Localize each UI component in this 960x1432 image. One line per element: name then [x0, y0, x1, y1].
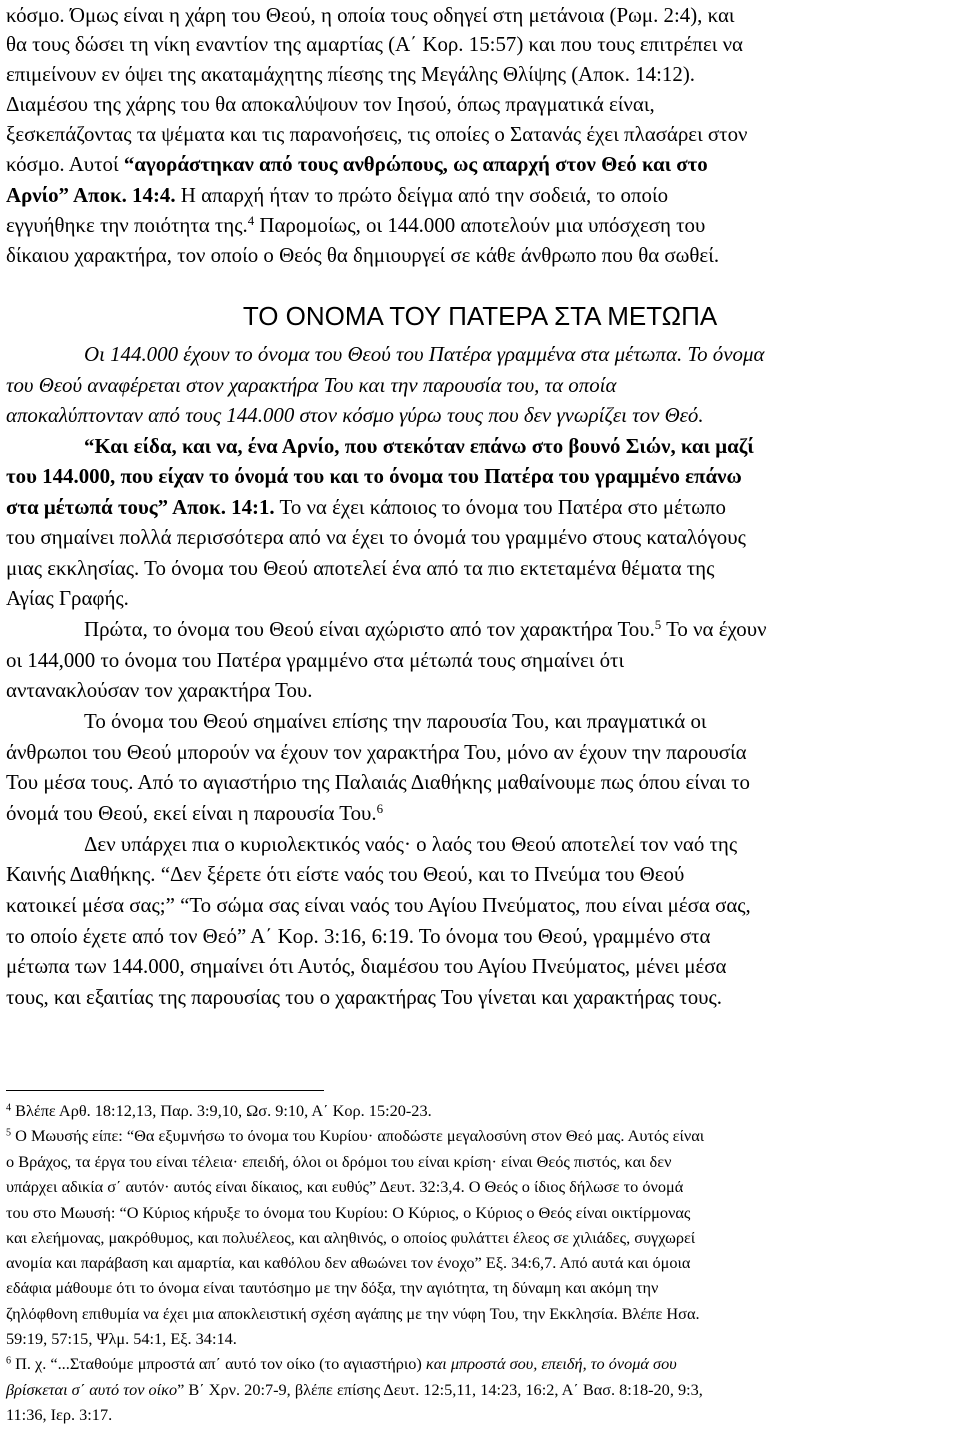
- footnote-line: 11:36, Ιερ. 3:17.: [6, 1405, 113, 1424]
- text-line: κόσμο. Αυτοί “αγοράστηκαν από τους ανθρώπους, ως απαρχή στον Θεό και στο: [6, 152, 708, 176]
- text-line: Δεν υπάρχει πια ο κυριολεκτικός ναός· ο λαός του Θεού αποτελεί τον ναό της: [84, 832, 738, 856]
- footnote-ref[interactable]: 5: [654, 616, 662, 632]
- text-line: όνομά του Θεού, εκεί είναι η παρουσία Του.$^6$: [6, 800, 384, 825]
- text-line: θα τους δώσει τη νίκη εναντίον της αμαρτίας (Α΄ Κορ. 15:57) και που τους επιτρέπει να: [6, 32, 743, 56]
- footnote-ref[interactable]: 6: [376, 800, 384, 816]
- text-line: εγγυήθηκε την ποιότητα της.$^4$ Παρομοίως, οι 144.000 αποτελούν μια υπόσχεση του: [6, 212, 706, 237]
- text-line: μιας εκκλησίας. Το όνομα του Θεού αποτελεί ένα από τα πιο εκτεταμένα θέματα της: [6, 556, 715, 580]
- text-line: του σημαίνει πολλά περισσότερα από να έχει το όνομά του γραμμένο στους καταλόγους: [6, 525, 746, 549]
- text-line: οι 144,000 το όνομα του Πατέρα γραμμένο στα μέτωπά τους σημαίνει ότι: [6, 648, 625, 672]
- text-line: Οι 144.000 έχουν το όνομα του Θεού του Πατέρα γραμμένα στα μέτωπα. Το όνομα: [84, 342, 765, 366]
- text-line: δίκαιου χαρακτήρα, τον οποίο ο Θεός θα δημιουργεί σε κάθε άνθρωπο που θα σωθεί.: [6, 243, 720, 267]
- text-line: αντανακλούσαν τον χαρακτήρα Του.: [6, 678, 313, 702]
- text-line: τους, και εξαιτίας της παρουσίας του ο χαρακτήρας Του γίνεται και χαρακτήρας τους.: [6, 985, 722, 1009]
- footnote-line: υπάρχει αδικία σ΄ αυτόν· αυτός είναι δίκαιος, και ευθύς” Δευτ. 32:3,4. Ο Θεός ο ίδιος δήλωσε το όνομά: [6, 1177, 684, 1196]
- footnote-4: $^4$ Βλέπε Αρθ. 18:12,13, Παρ. 3:9,10, Ωσ. 9:10, Α΄ Κορ. 15:20-23.: [6, 1101, 432, 1120]
- text-line: Αγίας Γραφής.: [6, 586, 129, 610]
- text-line: “Και είδα, και να, ένα Αρνίο, που στεκόταν επάνω στο βουνό Σιών, και μαζί: [84, 434, 754, 458]
- footnote-divider: [6, 1090, 324, 1091]
- text-line: Διαμέσου της χάρης του θα αποκαλύψουν τον Ιησού, όπως πραγματικά είναι,: [6, 92, 655, 116]
- footnote-line: ζηλόφθονη επιθυμία να έχει μια αποκλειστική σχέση αγάπης με την νύφη Του, την Εκκλησία. Βλέπε Ησα.: [6, 1304, 700, 1323]
- footnote-6: $^6$ Π. χ. “...Σταθούμε μπροστά απ΄ αυτό τον οίκο (το αγιαστήριο) και μπροστά σου, επειδή, το όνομά σου: [6, 1354, 677, 1373]
- footnote-5: $^5$ Ο Μωυσής είπε: “Θα εξυμνήσω το όνομα του Κυρίου· αποδώστε μεγαλοσύνη στον Θεό μας. Αυτός είναι: [6, 1126, 705, 1145]
- text-line: Το όνομα του Θεού σημαίνει επίσης την παρουσία Του, και πραγματικά οι: [84, 709, 707, 733]
- footnote-line: του στο Μωυσή: “Ο Κύριος κήρυξε το όνομα του Κυρίου: Ο Κύριος, ο Κύριος ο Θεός είναι οικτίρμονας: [6, 1203, 691, 1222]
- text-line: κατοικεί μέσα σας;” “Το σώμα σας είναι ναός του Αγίου Πνεύματος, που είναι μέσα σας,: [6, 893, 751, 917]
- text-line: ξεσκεπάζοντας τα ψέματα και τις παρανοήσεις, τις οποίες ο Σατανάς έχει πλασάρει στον: [6, 122, 748, 146]
- footnote-line: βρίσκεται σ΄ αυτό τον οίκο” Β΄ Χρν. 20:7-9, βλέπε επίσης Δευτ. 12:5,11, 14:23, 16:2, Α΄ Βασ. 8:18-20, 9:3,: [6, 1380, 703, 1399]
- text-line: Του μέσα τους. Από το αγιαστήριο της Παλαιάς Διαθήκης μαθαίνουμε πως όπου είναι το: [6, 770, 751, 794]
- footnote-line: ο Βράχος, τα έργα του είναι τέλεια· επειδή, όλοι οι δρόμοι του είναι κρίση· είναι Θεός πιστός, και δεν: [6, 1152, 672, 1171]
- text-line: Πρώτα, το όνομα του Θεού είναι αχώριστο από τον χαρακτήρα Του.$^5$ Το να έχουν: [84, 616, 767, 641]
- text-line: επιμείνουν εν όψει της ακαταμάχητης πίεσης της Μεγάλης Θλίψης (Αποκ. 14:12).: [6, 62, 695, 86]
- footnote-line: 59:19, 57:15, Ψλμ. 54:1, Εξ. 34:14.: [6, 1329, 237, 1348]
- footnote-ref[interactable]: 4: [247, 212, 255, 228]
- footnote-line: και ελεήμονας, μακρόθυμος, και πολυέλεος, και αληθινός, ο οποίος φυλάττει έλεος σε χιλιάδες, συγχωρεί: [6, 1228, 696, 1247]
- text-line: άνθρωποι του Θεού μπορούν να έχουν τον χαρακτήρα Του, μόνο αν έχουν την παρουσία: [6, 740, 747, 764]
- text-line: του 144.000, που είχαν το όνομά του και το όνομα του Πατέρα του γραμμένο επάνω: [6, 464, 742, 488]
- text-line: Αρνίο” Αποκ. 14:4. Η απαρχή ήταν το πρώτο δείγμα από την σοδειά, το οποίο: [6, 183, 669, 207]
- text-line: αποκαλύπτονταν από τους 144.000 στον κόσμο γύρω τους που δεν γνωρίζει τον Θεό.: [6, 403, 704, 427]
- text-line: Καινής Διαθήκης. “Δεν ξέρετε ότι είστε ναός του Θεού, και το Πνεύμα του Θεού: [6, 862, 685, 886]
- section-heading: ΤΟ ΟΝΟΜΑ ΤΟΥ ΠΑΤΕΡΑ ΣΤΑ ΜΕΤΩΠΑ: [242, 301, 718, 331]
- footnote-line: ανομία και παράβαση και αμαρτία, και καθόλου δεν αθωώνει τον ένοχο” Εξ. 34:6,7. Από αυτά και όμοια: [6, 1253, 691, 1272]
- footnote-line: εδάφια μάθουμε ότι το όνομα είναι ταυτόσημο με την δόξα, την αγιότητα, τη δύναμη και ακόμη την: [6, 1278, 659, 1297]
- text-line: του Θεού αναφέρεται στον χαρακτήρα Του και την παρουσία του, τα οποία: [6, 373, 617, 397]
- text-line: το οποίο έχετε από τον Θεό” Α΄ Κορ. 3:16, 6:19. Το όνομα του Θεού, γραμμένο στα: [6, 924, 711, 948]
- text-line: κόσμο. Όμως είναι η χάρη του Θεού, η οποία τους οδηγεί στη μετάνοια (Ρωμ. 2:4), και: [6, 3, 735, 27]
- text-line: μέτωπα των 144.000, σημαίνει ότι Αυτός, διαμέσου του Αγίου Πνεύματος, μένει μέσα: [6, 954, 727, 978]
- text-line: στα μέτωπά τους” Αποκ. 14:1. Το να έχει κάποιος το όνομα του Πατέρα στο μέτωπο: [6, 495, 727, 519]
